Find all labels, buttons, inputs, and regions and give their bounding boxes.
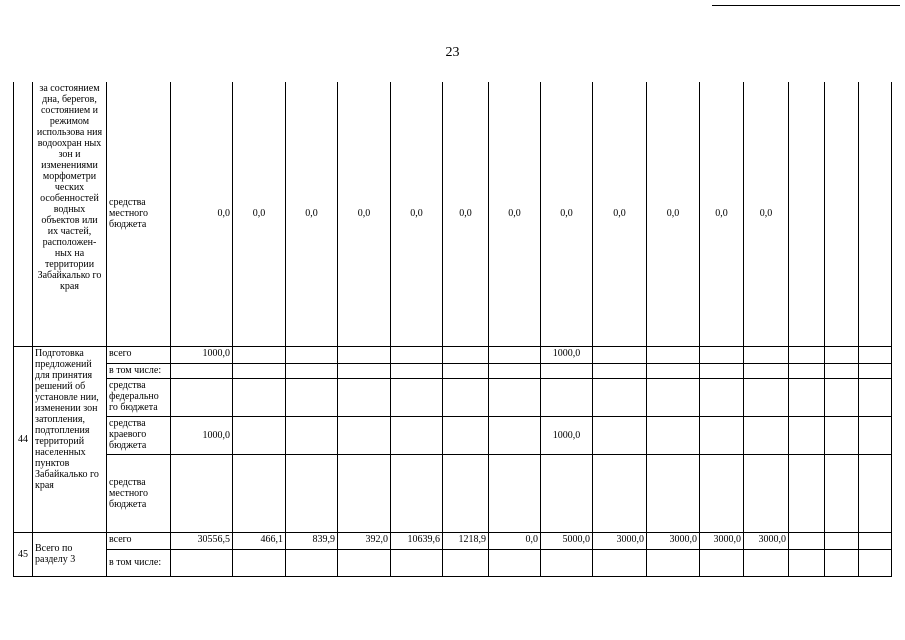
value-cell: [338, 378, 391, 416]
funding-source-cell: всего: [107, 346, 171, 363]
value-cell: [700, 549, 744, 576]
value-cell: [233, 346, 286, 363]
row-number-cell: 44: [14, 346, 33, 532]
value-cell: 1000,0: [171, 416, 233, 454]
empty-cell: [825, 363, 859, 378]
value-cell: [700, 363, 744, 378]
funding-source-cell: средства краевого бюджета: [107, 416, 171, 454]
value-cell: [391, 549, 443, 576]
value-cell: [593, 363, 647, 378]
value-cell: [700, 454, 744, 532]
value-cell: [744, 378, 789, 416]
value-cell: 0,0: [700, 82, 744, 346]
value-cell: [647, 378, 700, 416]
value-cell: [233, 363, 286, 378]
value-cell: 30556,5: [171, 532, 233, 549]
table-row: [14, 82, 892, 346]
value-cell: 5000,0: [541, 532, 593, 549]
value-cell: [338, 416, 391, 454]
value-cell: [443, 378, 489, 416]
empty-cell: [789, 346, 825, 363]
header-rule: [712, 5, 900, 6]
table-row: [14, 532, 892, 549]
value-cell: [489, 454, 541, 532]
empty-cell: [825, 416, 859, 454]
value-cell: [593, 346, 647, 363]
row-number-cell: [14, 82, 33, 346]
value-cell: [744, 363, 789, 378]
empty-cell: [859, 363, 892, 378]
value-cell: [443, 454, 489, 532]
empty-cell: [859, 378, 892, 416]
value-cell: 0,0: [541, 82, 593, 346]
value-cell: [338, 363, 391, 378]
empty-cell: [825, 82, 859, 346]
empty-cell: [859, 416, 892, 454]
value-cell: [593, 549, 647, 576]
empty-cell: [825, 346, 859, 363]
funding-source-cell: средства местного бюджета: [107, 82, 171, 346]
value-cell: [233, 416, 286, 454]
value-cell: [647, 454, 700, 532]
value-cell: 0,0: [171, 82, 233, 346]
value-cell: [541, 378, 593, 416]
value-cell: 1218,9: [443, 532, 489, 549]
funding-source-cell: в том числе:: [107, 363, 171, 378]
value-cell: [443, 416, 489, 454]
table-row: [14, 378, 892, 416]
value-cell: [700, 416, 744, 454]
empty-cell: [825, 378, 859, 416]
value-cell: [443, 346, 489, 363]
empty-cell: [825, 532, 859, 549]
empty-cell: [859, 346, 892, 363]
value-cell: [286, 363, 338, 378]
value-cell: [541, 363, 593, 378]
value-cell: [489, 378, 541, 416]
value-cell: [286, 454, 338, 532]
value-cell: 839,9: [286, 532, 338, 549]
value-cell: 3000,0: [744, 532, 789, 549]
value-cell: [489, 416, 541, 454]
empty-cell: [825, 549, 859, 576]
table-row: [14, 454, 892, 532]
value-cell: 0,0: [593, 82, 647, 346]
value-cell: 3000,0: [647, 532, 700, 549]
value-cell: [744, 416, 789, 454]
empty-cell: [859, 549, 892, 576]
value-cell: [489, 363, 541, 378]
value-cell: [647, 363, 700, 378]
value-cell: [541, 454, 593, 532]
value-cell: [391, 346, 443, 363]
value-cell: 0,0: [489, 82, 541, 346]
funding-source-cell: средства федерально го бюджета: [107, 378, 171, 416]
value-cell: [647, 346, 700, 363]
value-cell: 0,0: [233, 82, 286, 346]
value-cell: 1000,0: [541, 416, 593, 454]
value-cell: [233, 549, 286, 576]
funding-source-cell: всего: [107, 532, 171, 549]
empty-cell: [789, 532, 825, 549]
value-cell: [489, 346, 541, 363]
value-cell: 0,0: [391, 82, 443, 346]
budget-table: [13, 82, 892, 577]
value-cell: [233, 378, 286, 416]
empty-cell: [789, 363, 825, 378]
value-cell: [647, 549, 700, 576]
value-cell: [391, 378, 443, 416]
value-cell: [286, 378, 338, 416]
value-cell: [233, 454, 286, 532]
value-cell: 0,0: [647, 82, 700, 346]
row-name-cell: Всего по разделу 3: [33, 532, 107, 576]
value-cell: [171, 363, 233, 378]
value-cell: [338, 454, 391, 532]
value-cell: 0,0: [338, 82, 391, 346]
empty-cell: [825, 454, 859, 532]
empty-cell: [789, 378, 825, 416]
value-cell: [700, 378, 744, 416]
value-cell: [489, 549, 541, 576]
value-cell: [338, 346, 391, 363]
value-cell: [171, 549, 233, 576]
row-number-cell: 45: [14, 532, 33, 576]
empty-cell: [789, 549, 825, 576]
value-cell: 0,0: [286, 82, 338, 346]
value-cell: [744, 454, 789, 532]
value-cell: 0,0: [744, 82, 789, 346]
value-cell: [647, 416, 700, 454]
funding-source-cell: средства местного бюджета: [107, 454, 171, 532]
empty-cell: [789, 82, 825, 346]
value-cell: [286, 416, 338, 454]
value-cell: 1000,0: [541, 346, 593, 363]
page-number: 23: [445, 45, 460, 60]
row-name-cell: Подготовка предложений для принятия решений об установле нии, изменении зон затопления, подтопления территорий населенных пунктов Забайкалько го края: [33, 346, 107, 532]
empty-cell: [789, 416, 825, 454]
value-cell: 0,0: [443, 82, 489, 346]
value-cell: 10639,6: [391, 532, 443, 549]
empty-cell: [859, 82, 892, 346]
value-cell: 0,0: [489, 532, 541, 549]
value-cell: [171, 378, 233, 416]
value-cell: 3000,0: [700, 532, 744, 549]
funding-source-cell: в том числе:: [107, 549, 171, 576]
value-cell: [391, 363, 443, 378]
value-cell: [700, 346, 744, 363]
empty-cell: [859, 454, 892, 532]
empty-cell: [859, 532, 892, 549]
value-cell: [443, 363, 489, 378]
value-cell: [593, 416, 647, 454]
value-cell: [443, 549, 489, 576]
value-cell: [286, 346, 338, 363]
table-row: [14, 416, 892, 454]
value-cell: 466,1: [233, 532, 286, 549]
value-cell: [744, 549, 789, 576]
value-cell: [593, 454, 647, 532]
value-cell: [171, 454, 233, 532]
value-cell: [286, 549, 338, 576]
empty-cell: [789, 454, 825, 532]
value-cell: [338, 549, 391, 576]
value-cell: [744, 346, 789, 363]
table-row: [14, 363, 892, 378]
table-row: [14, 549, 892, 576]
value-cell: [541, 549, 593, 576]
value-cell: 1000,0: [171, 346, 233, 363]
value-cell: [391, 454, 443, 532]
table-row: [14, 346, 892, 363]
row-name-cell: за состоянием дна, берегов, состоянием и режимом использова ния водоохран ных зон и изменениями морфометри ческих особенностей водных объектов или их частей, расположен-ных на территории Забайкалько го края: [33, 82, 107, 346]
value-cell: 3000,0: [593, 532, 647, 549]
value-cell: [391, 416, 443, 454]
value-cell: 392,0: [338, 532, 391, 549]
value-cell: [593, 378, 647, 416]
